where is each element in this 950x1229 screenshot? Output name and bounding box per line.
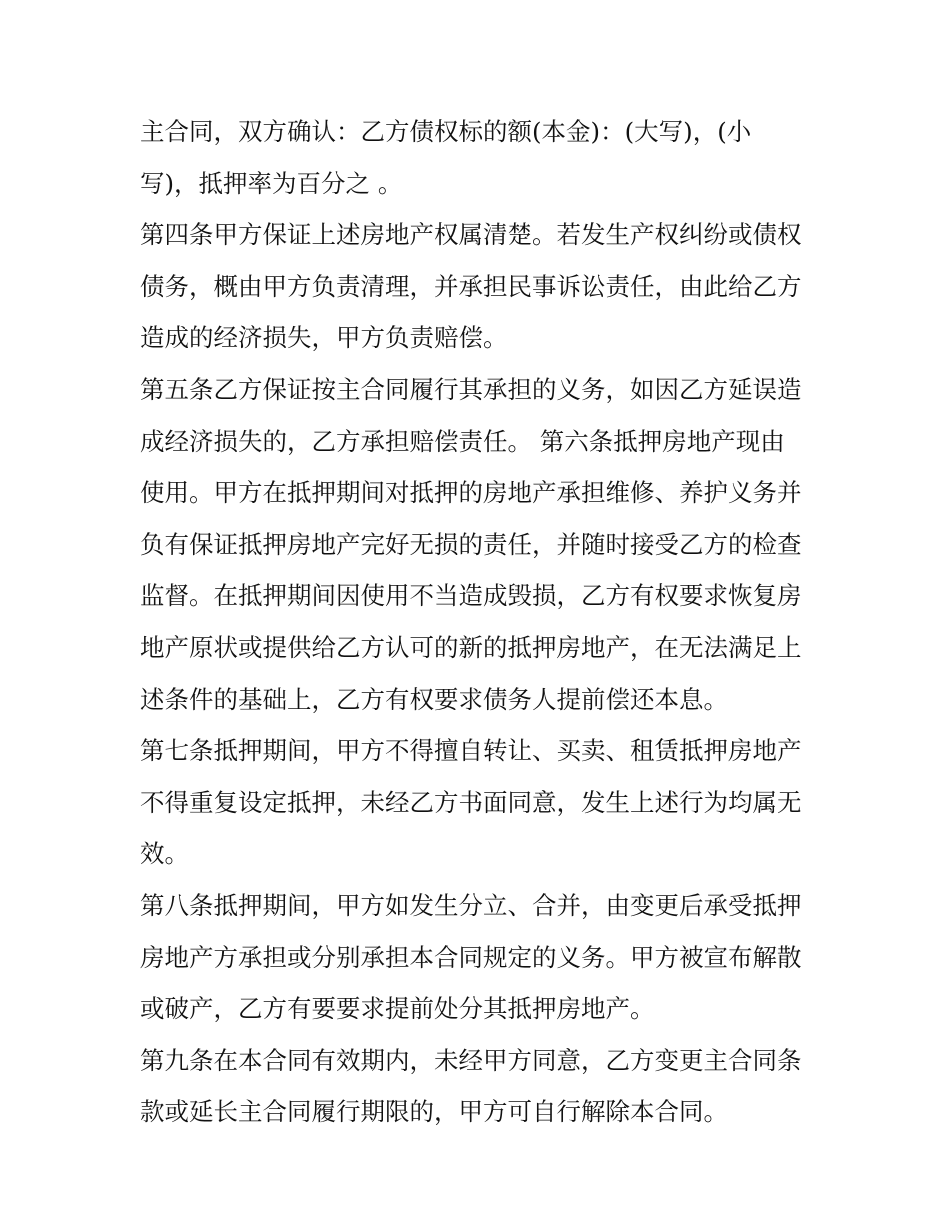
text-line: 第四条甲方保证上述房地产权属清楚。若发生产权纠纷或债权 — [140, 220, 802, 250]
text-line: 第五条乙方保证按主合同履行其承担的义务，如因乙方延误造 — [140, 374, 802, 404]
text-line: 债务，概由甲方负责清理，并承担民事诉讼责任，由此给乙方 — [140, 271, 802, 301]
text-line: 负有保证抵押房地产完好无损的责任，并随时接受乙方的检查 — [140, 529, 802, 559]
text-line: 第八条抵押期间，甲方如发生分立、合并，由变更后承受抵押 — [140, 890, 802, 920]
text-line: 第九条在本合同有效期内，未经甲方同意，乙方变更主合同条 — [140, 1045, 802, 1075]
text-line: 款或延长主合同履行期限的，甲方可自行解除本合同。 — [140, 1097, 728, 1127]
text-line: 地产原状或提供给乙方认可的新的抵押房地产，在无法满足上 — [140, 632, 802, 662]
text-line: 第七条抵押期间，甲方不得擅自转让、买卖、租赁抵押房地产 — [140, 736, 802, 766]
text-line: 不得重复设定抵押，未经乙方书面同意，发生上述行为均属无 — [140, 787, 802, 817]
text-line: 房地产方承担或分别承担本合同规定的义务。甲方被宣布解散 — [140, 942, 802, 972]
text-line: 或破产，乙方有要要求提前处分其抵押房地产。 — [140, 994, 655, 1024]
text-line: 使用。甲方在抵押期间对抵押的房地产承担维修、养护义务并 — [140, 478, 802, 508]
contract-text — [140, 106, 820, 1138]
text-line: 造成的经济损失，甲方负责赔偿。 — [140, 323, 508, 353]
text-line: 述条件的基础上，乙方有权要求债务人提前偿还本息。 — [140, 684, 728, 714]
text-line: 监督。在抵押期间因使用不当造成毁损，乙方有权要求恢复房 — [140, 581, 802, 611]
text-line: 成经济损失的，乙方承担赔偿责任。 第六条抵押房地产现由 — [140, 426, 785, 456]
text-line: 效。 — [140, 839, 189, 869]
text-line: 写)，抵押率为百分之 。 — [140, 168, 403, 198]
text-line: 主合同，双方确认：乙方债权标的额(本金)：(大写)，(小 — [140, 117, 752, 146]
